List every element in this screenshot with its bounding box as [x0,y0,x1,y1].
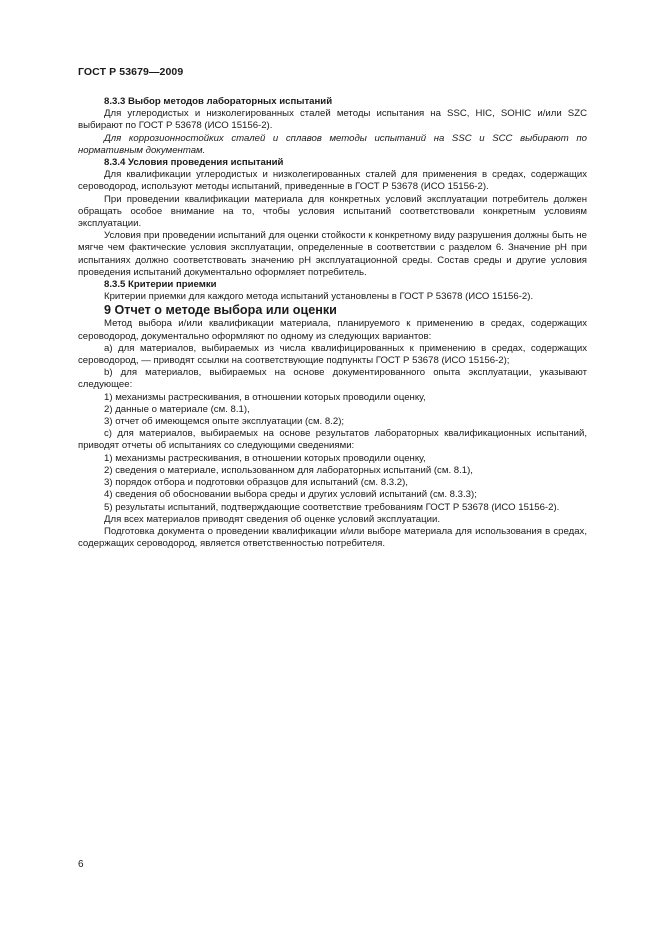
list-item-b: b) для материалов, выбираемых на основе документированного опыта эксплуатации, указывают следующее: [78,367,587,391]
list-item: 1) механизмы растрескивания, в отношении которых проводили оценку, [104,391,426,403]
section-heading-9: 9 Отчет о методе выбора или оценки [104,303,337,318]
list-item: 3) отчет об имеющемся опыте эксплуатации (см. 8.2); [104,416,345,428]
list-item: 1) механизмы растрескивания, в отношении которых проводили оценку, [104,452,426,464]
paragraph: Подготовка документа о проведении квалификации и/или выборе материала для использования в средах, содержащих сероводород, является ответственностью потребителя. [78,525,587,550]
list-item-a: a) для материалов, выбираемых из числа квалифицированных к применению в средах, содержащих сероводород, — приводят ссылки на соответствующие подпункты ГОСТ Р 53678 (ИСО 15156-2); [78,342,587,367]
paragraph: Критерии приемки для каждого метода испытаний установлены в ГОСТ Р 53678 (ИСО 15156-2). [104,291,534,303]
list-item: 4) сведения об обосновании выбора среды и других условий испытаний (см. 8.3.3); [104,489,477,501]
list-item: 5) результаты испытаний, подтверждающие соответствие требованиям ГОСТ Р 53678 (ИСО 15156-2). [104,501,560,513]
paragraph: При проведении квалификации материала для конкретных условий эксплуатации потребитель должен обращать особое внимание на то, чтобы условия испытаний соответствовали конкретным условиям эксплуатации. [78,193,587,230]
paragraph: Для углеродистых и низколегированных сталей методы испытания на SSC, HIC, SOHIC и/или SZC выбирают по ГОСТ Р 53678 (ИСО 15156-2). [78,108,587,132]
paragraph: Для квалификации углеродистых и низколегированных сталей для применения в средах, содержащих сероводород, используют методы испытаний, приведенные в ГОСТ Р 53678 (ИСО 15156-2). [78,169,587,193]
paragraph-italic: Для коррозионностойких сталей и сплавов методы испытаний на SSC и SCC выбирают по нормативным документам. [78,132,587,156]
paragraph: Для всех материалов приводят сведения об оценке условий эксплуатации. [104,513,440,525]
subsection-heading-8-3-5: 8.3.5 Критерии приемки [104,279,217,291]
page-number: 6 [78,859,84,870]
list-item: 2) сведения о материале, использованном для лабораторных испытаний (см. 8.1), [104,464,473,476]
paragraph: Условия при проведении испытаний для оценки стойкости к конкретному виду разрушения должны быть не мягче чем фактические условия эксплуатации, определенные в соответствии с разделом 6. Значение pH при испытаниях должно соответствовать значению pH эксплуатационной среды. Состав среды и другие условия проведения испытаний документально оформляет потребитель. [78,230,587,278]
document-header: ГОСТ Р 53679—2009 [78,66,184,78]
subsection-heading-8-3-3: 8.3.3 Выбор методов лабораторных испытаний [104,96,333,107]
list-item-c: c) для материалов, выбираемых на основе результатов лабораторных квалификационных испытаний, приводят отчеты об испытаниях со следующими сведениями: [78,428,587,452]
page-content [78,96,587,550]
subsection-heading-8-3-4: 8.3.4 Условия проведения испытаний [104,157,284,169]
paragraph: Метод выбора и/или квалификации материала, планируемого к применению в средах, содержащих сероводород, документально оформляют по одному из следующих вариантов: [78,318,587,342]
list-item: 3) порядок отбора и подготовки образцов для испытаний (см. 8.3.2), [104,477,408,489]
list-item: 2) данные о материале (см. 8.1), [104,403,250,415]
